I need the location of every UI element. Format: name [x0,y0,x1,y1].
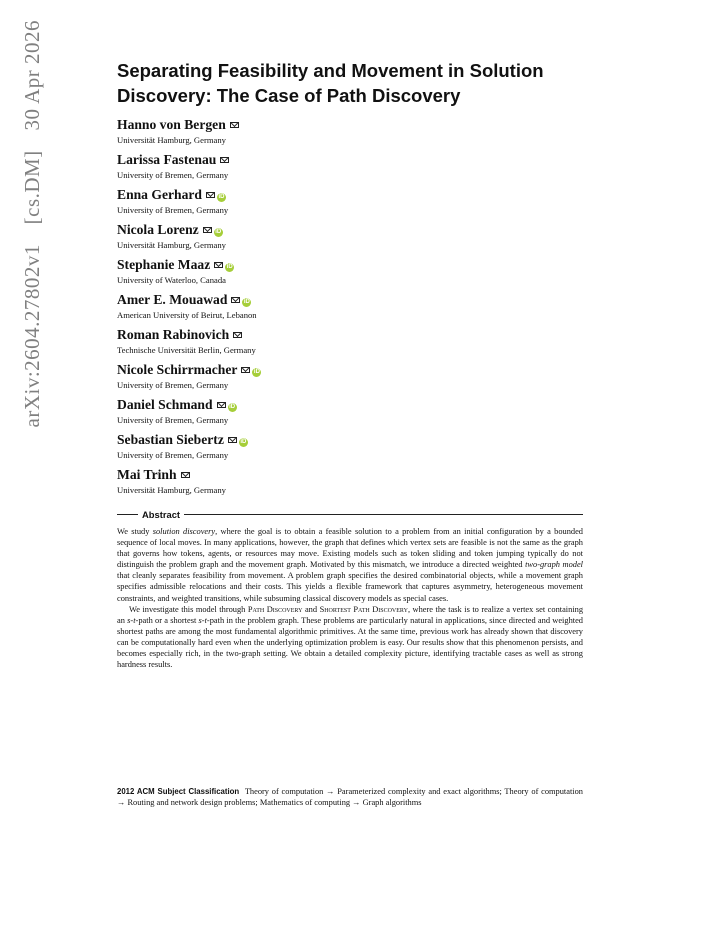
orcid-icon[interactable]: iD [226,264,233,270]
problem-name: Path Discovery [247,604,303,614]
author-name: Daniel Schmand [117,397,213,412]
author-affiliation: Universität Hamburg, Germany [117,240,226,250]
author-affiliation: University of Bremen, Germany [117,415,229,425]
author-name: Sebastian Siebertz [117,432,224,447]
author-entry [117,431,587,466]
mail-icon[interactable] [241,367,250,373]
mail-icon[interactable] [181,472,190,478]
orcid-icon[interactable]: iD [253,369,260,375]
author-affiliation: Universität Hamburg, Germany [117,135,226,145]
abstract-text: , where the task is to realize a vertex set containing an [117,604,584,625]
abstract-text: -path in the problem graph. These problems are particularly natural in applications, since directed and weighted shortest paths are among the most fundamental algorithmic primitives. At the same time, previous work has already shown that discovery can be computationally hard even when the underlying optimization problem is easy. Our results show that this phenomenon persists, and becomes especially rich, in the two-graph setting. We obtain a detailed complexity picture, identifying tractable cases as well as strong hardness results. [117,615,583,670]
abstract-text: , where the goal is to obtain a feasible solution to a problem from an initial configuration by a bounded sequence of local moves. In many applications, however, the graph that defines which vertex sets are feasible is not the same as the graph that governs how tokens, agents, or resources may move. Existing models such as token sliding and token jumping typically do not distinguish the problem graph and the movement graph. Motivated by this mismatch, we introduce a directed weighted [117,527,583,570]
orcid-icon[interactable]: iD [218,194,225,200]
abstract-emphasis: s-t [198,615,207,625]
abstract-paragraph-1 [117,526,583,604]
author-affiliation: University of Bremen, Germany [117,380,229,390]
abstract-text: We investigate this model through [129,604,248,614]
abstract-paragraph-2 [117,604,583,671]
problem-name: Shortest Path Discovery [319,604,408,614]
author-affiliation: University of Bremen, Germany [117,170,229,180]
author-entry [117,186,587,221]
mail-icon[interactable] [228,437,237,443]
author-entry [117,291,587,326]
abstract-text: We study [117,527,153,536]
paper-title: Separating Feasibility and Movement in Solution Discovery: The Case of Path Discovery [117,60,544,106]
author-affiliation: American University of Beirut, Lebanon [117,310,257,320]
arxiv-identifier [20,6,45,427]
mail-icon[interactable] [203,227,212,233]
abstract-text: and [302,604,320,614]
author-name: Hanno von Bergen [117,117,226,132]
author-entry [117,466,587,501]
acm-label: 2012 ACM Subject Classification [117,787,240,796]
author-name: Mai Trinh [117,467,177,482]
author-name: Amer E. Mouawad [117,292,228,307]
abstract-text: that cleanly separates feasibility from movement. A problem graph specifies the desired combinatorial objects, while a movement graph specifies admissible relocations and their costs. This yields a flexible framework that captures asymmetry, heterogeneous movement constraints, and weighted transitions, while subsuming classical discovery models as special cases. [117,571,583,603]
arxiv-date: 30 Apr 2026 [20,20,44,131]
abstract-heading: Abstract [142,508,181,520]
abstract-body [117,526,583,670]
author-affiliation: Technische Universität Berlin, Germany [117,345,256,355]
orcid-icon[interactable]: iD [240,439,247,445]
author-affiliation: University of Waterloo, Canada [117,275,226,285]
arxiv-id: arXiv:2604.27802v1 [20,244,44,428]
mail-icon[interactable] [206,192,215,198]
author-name: Enna Gerhard [117,187,202,202]
mail-icon[interactable] [217,402,226,408]
author-affiliation: University of Bremen, Germany [117,450,229,460]
author-entry [117,151,587,186]
abstract-rule-left [117,514,138,515]
mail-icon[interactable] [233,332,242,338]
mail-icon[interactable] [230,122,239,128]
mail-icon[interactable] [231,297,240,303]
mail-icon[interactable] [220,157,229,163]
author-entry [117,116,587,151]
author-affiliation: University of Bremen, Germany [117,205,229,215]
abstract-rule-right [184,514,583,515]
mail-icon[interactable] [214,262,223,268]
author-name: Nicole Schirrmacher [117,362,238,377]
arxiv-category: [cs.DM] [20,150,44,225]
orcid-icon[interactable]: iD [215,229,222,235]
author-list [117,116,587,501]
author-entry [117,396,587,431]
abstract-emphasis: s-t [127,615,136,625]
author-entry [117,361,587,396]
author-entry [117,256,587,291]
orcid-icon[interactable]: iD [243,299,250,305]
abstract-emphasis: solution discovery [152,527,216,536]
abstract-text: -path or a shortest [135,615,199,625]
orcid-icon[interactable]: iD [229,404,236,410]
author-name: Roman Rabinovich [117,327,230,342]
abstract-emphasis: two-graph model [525,560,583,570]
author-name: Stephanie Maaz [117,257,211,272]
acm-classification [117,786,583,808]
author-affiliation: Universität Hamburg, Germany [117,485,226,495]
abstract-heading-row [117,508,583,520]
author-name: Larissa Fastenau [117,152,217,167]
author-entry [117,326,587,361]
author-entry [117,221,587,256]
acm-text: Theory of computation → Parameterized complexity and exact algorithms; Theory of computation → Routing and network design problems; Mathematics of computing → Graph algorithms [117,787,583,808]
author-name: Nicola Lorenz [117,222,199,237]
